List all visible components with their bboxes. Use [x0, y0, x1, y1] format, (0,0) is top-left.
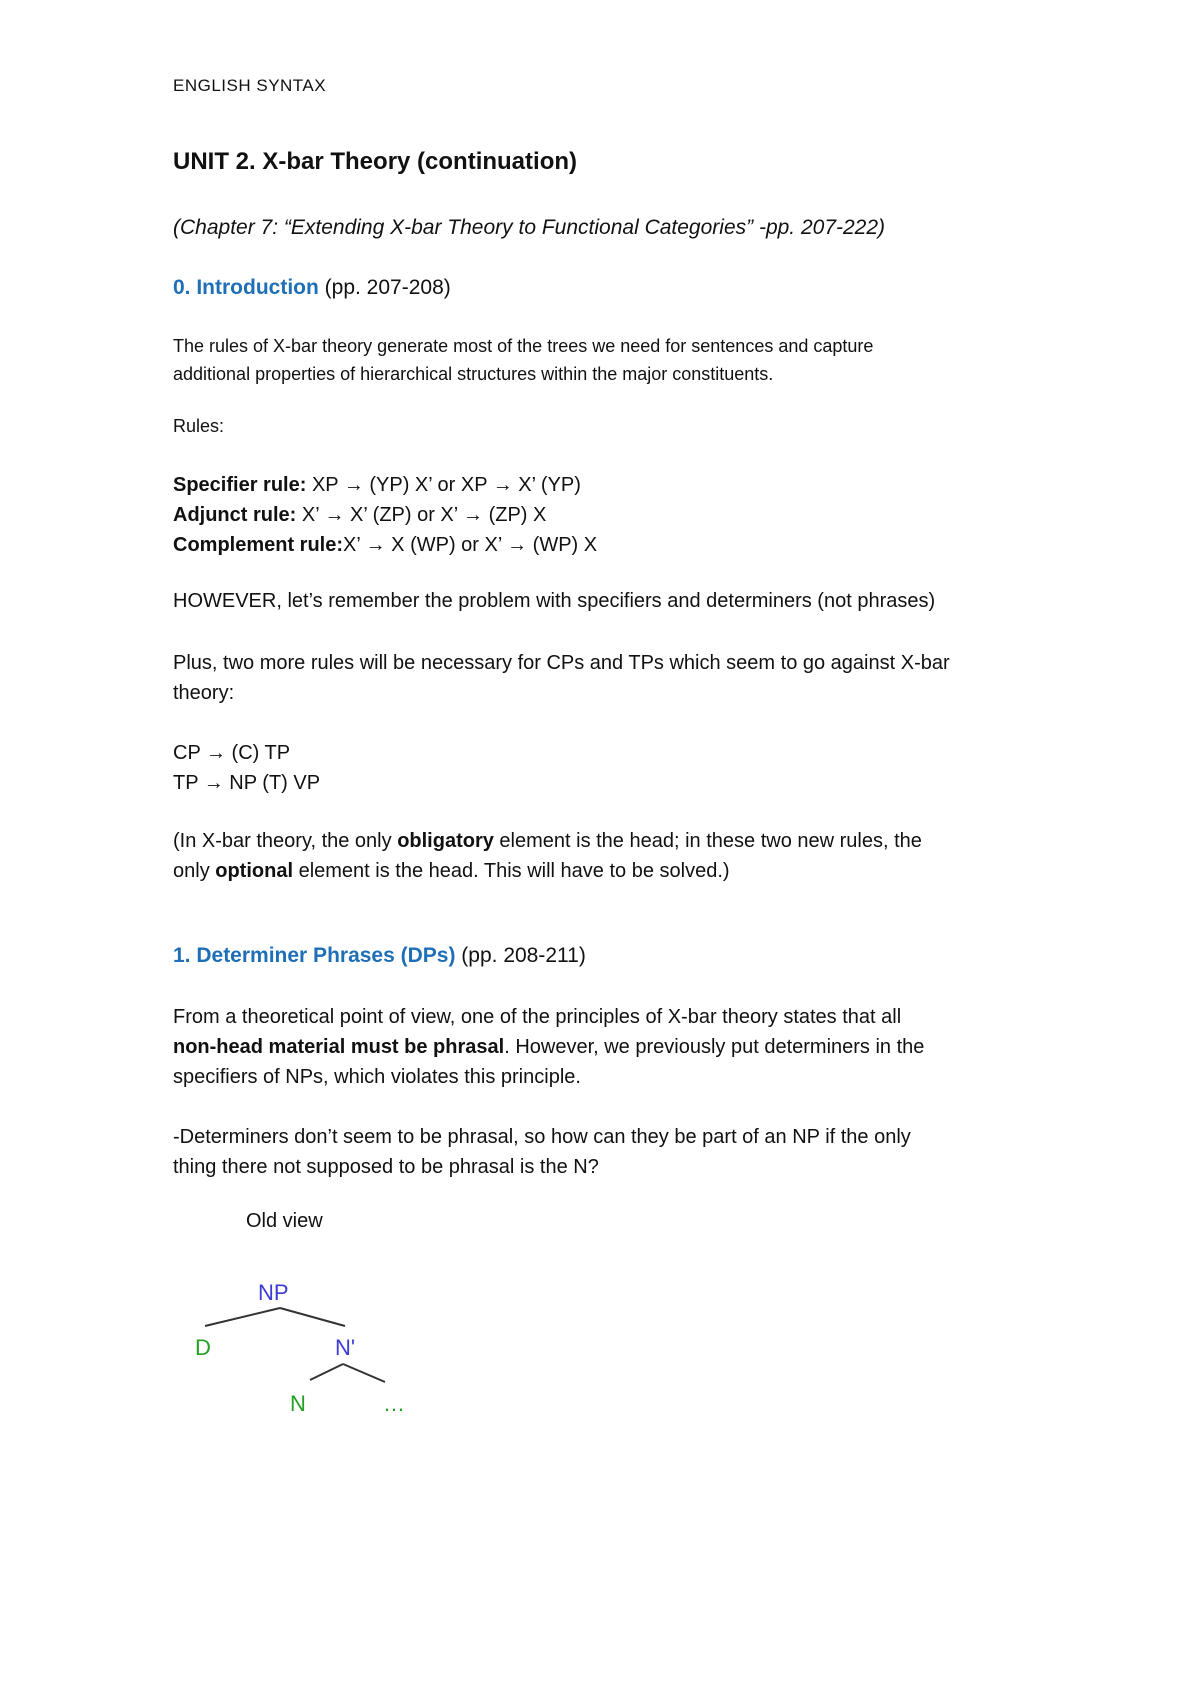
plus-line-1: Plus, two more rules will be necessary for CPs and TPs which seem to go against X-bar — [173, 652, 950, 674]
new-rules-list — [173, 738, 320, 798]
branch-np-d — [205, 1308, 280, 1326]
note-emphasis-optional: optional — [215, 860, 294, 882]
section-0-pages: (pp. 207-208) — [318, 276, 451, 299]
theory-emphasis: non-head material must be phrasal — [173, 1036, 505, 1058]
theory-text: . However, we previously put determiners in the — [504, 1036, 925, 1058]
old-view-label: Old view — [246, 1210, 323, 1232]
running-header: ENGLISH SYNTAX — [173, 76, 327, 95]
note-text: element is the head. This will have to be solved.) — [293, 860, 730, 882]
note-emphasis-obligatory: obligatory — [397, 830, 494, 852]
note-paragraph — [173, 826, 922, 886]
tp-rule: TP → NP (T) VP — [173, 772, 321, 794]
note-text: element is the head; in these two new rules, the — [493, 830, 922, 852]
tree-node-np: NP — [258, 1280, 289, 1305]
note-text: only — [173, 860, 216, 882]
chapter-reference: (Chapter 7: “Extending X-bar Theory to Functional Categories” -pp. 207-222) — [173, 216, 886, 239]
intro-line-1: The rules of X-bar theory generate most of the trees we need for sentences and capture — [173, 336, 874, 356]
plus-line-2: theory: — [173, 682, 235, 704]
xbar-rules-list — [173, 470, 597, 560]
rule-text: X’ → X’ (ZP) or X’ → (ZP) X — [296, 504, 547, 526]
determiners-paragraph — [173, 1122, 911, 1182]
section-0-heading — [173, 276, 451, 300]
theory-paragraph — [173, 1002, 924, 1092]
tree-node-n: N — [290, 1391, 306, 1416]
branch-nbar-n — [310, 1364, 343, 1380]
section-1-pages: (pp. 208-211) — [455, 944, 586, 967]
specifier-rule — [173, 470, 597, 500]
section-1-heading — [173, 944, 586, 968]
note-line-1 — [173, 826, 922, 856]
rule-text: XP → (YP) X’ or XP → X’ (YP) — [306, 474, 581, 496]
tree-node-d: D — [195, 1335, 211, 1360]
tree-node-nbar: N' — [335, 1335, 356, 1360]
rule-name: Specifier rule: — [173, 474, 307, 496]
adjunct-rule — [173, 500, 597, 530]
theory-line-3: specifiers of NPs, which violates this principle. — [173, 1066, 581, 1088]
rule-text: X’ → X (WP) or X’ → (WP) X — [343, 534, 598, 556]
branch-nbar-dots — [343, 1364, 385, 1382]
note-text: (In X-bar theory, the only — [173, 830, 398, 852]
plus-paragraph — [173, 648, 950, 708]
intro-paragraph — [173, 332, 873, 388]
cp-rule: CP → (C) TP — [173, 742, 291, 764]
branch-np-nbar — [280, 1308, 345, 1326]
rule-name: Complement rule: — [173, 534, 344, 556]
determiners-line-2: thing there not supposed to be phrasal is the N? — [173, 1156, 599, 1178]
rules-label: Rules: — [173, 416, 225, 436]
unit-title: UNIT 2. X-bar Theory (continuation) — [173, 148, 578, 175]
however-paragraph: HOWEVER, let’s remember the problem with specifiers and determiners (not phrases) — [173, 590, 936, 612]
complement-rule — [173, 530, 597, 560]
determiners-line-1: -Determiners don’t seem to be phrasal, so how can they be part of an NP if the only — [173, 1126, 911, 1148]
section-1-title: 1. Determiner Phrases (DPs) — [173, 944, 456, 967]
note-line-2 — [173, 856, 922, 886]
old-view-np-tree — [180, 1268, 440, 1428]
intro-line-2: additional properties of hierarchical structures within the major constituents. — [173, 364, 774, 384]
tree-node-dots: … — [383, 1391, 405, 1416]
theory-line-1: From a theoretical point of view, one of the principles of X-bar theory states that all — [173, 1006, 902, 1028]
rule-name: Adjunct rule: — [173, 504, 297, 526]
theory-line-2 — [173, 1032, 924, 1062]
section-0-title: 0. Introduction — [173, 276, 319, 299]
